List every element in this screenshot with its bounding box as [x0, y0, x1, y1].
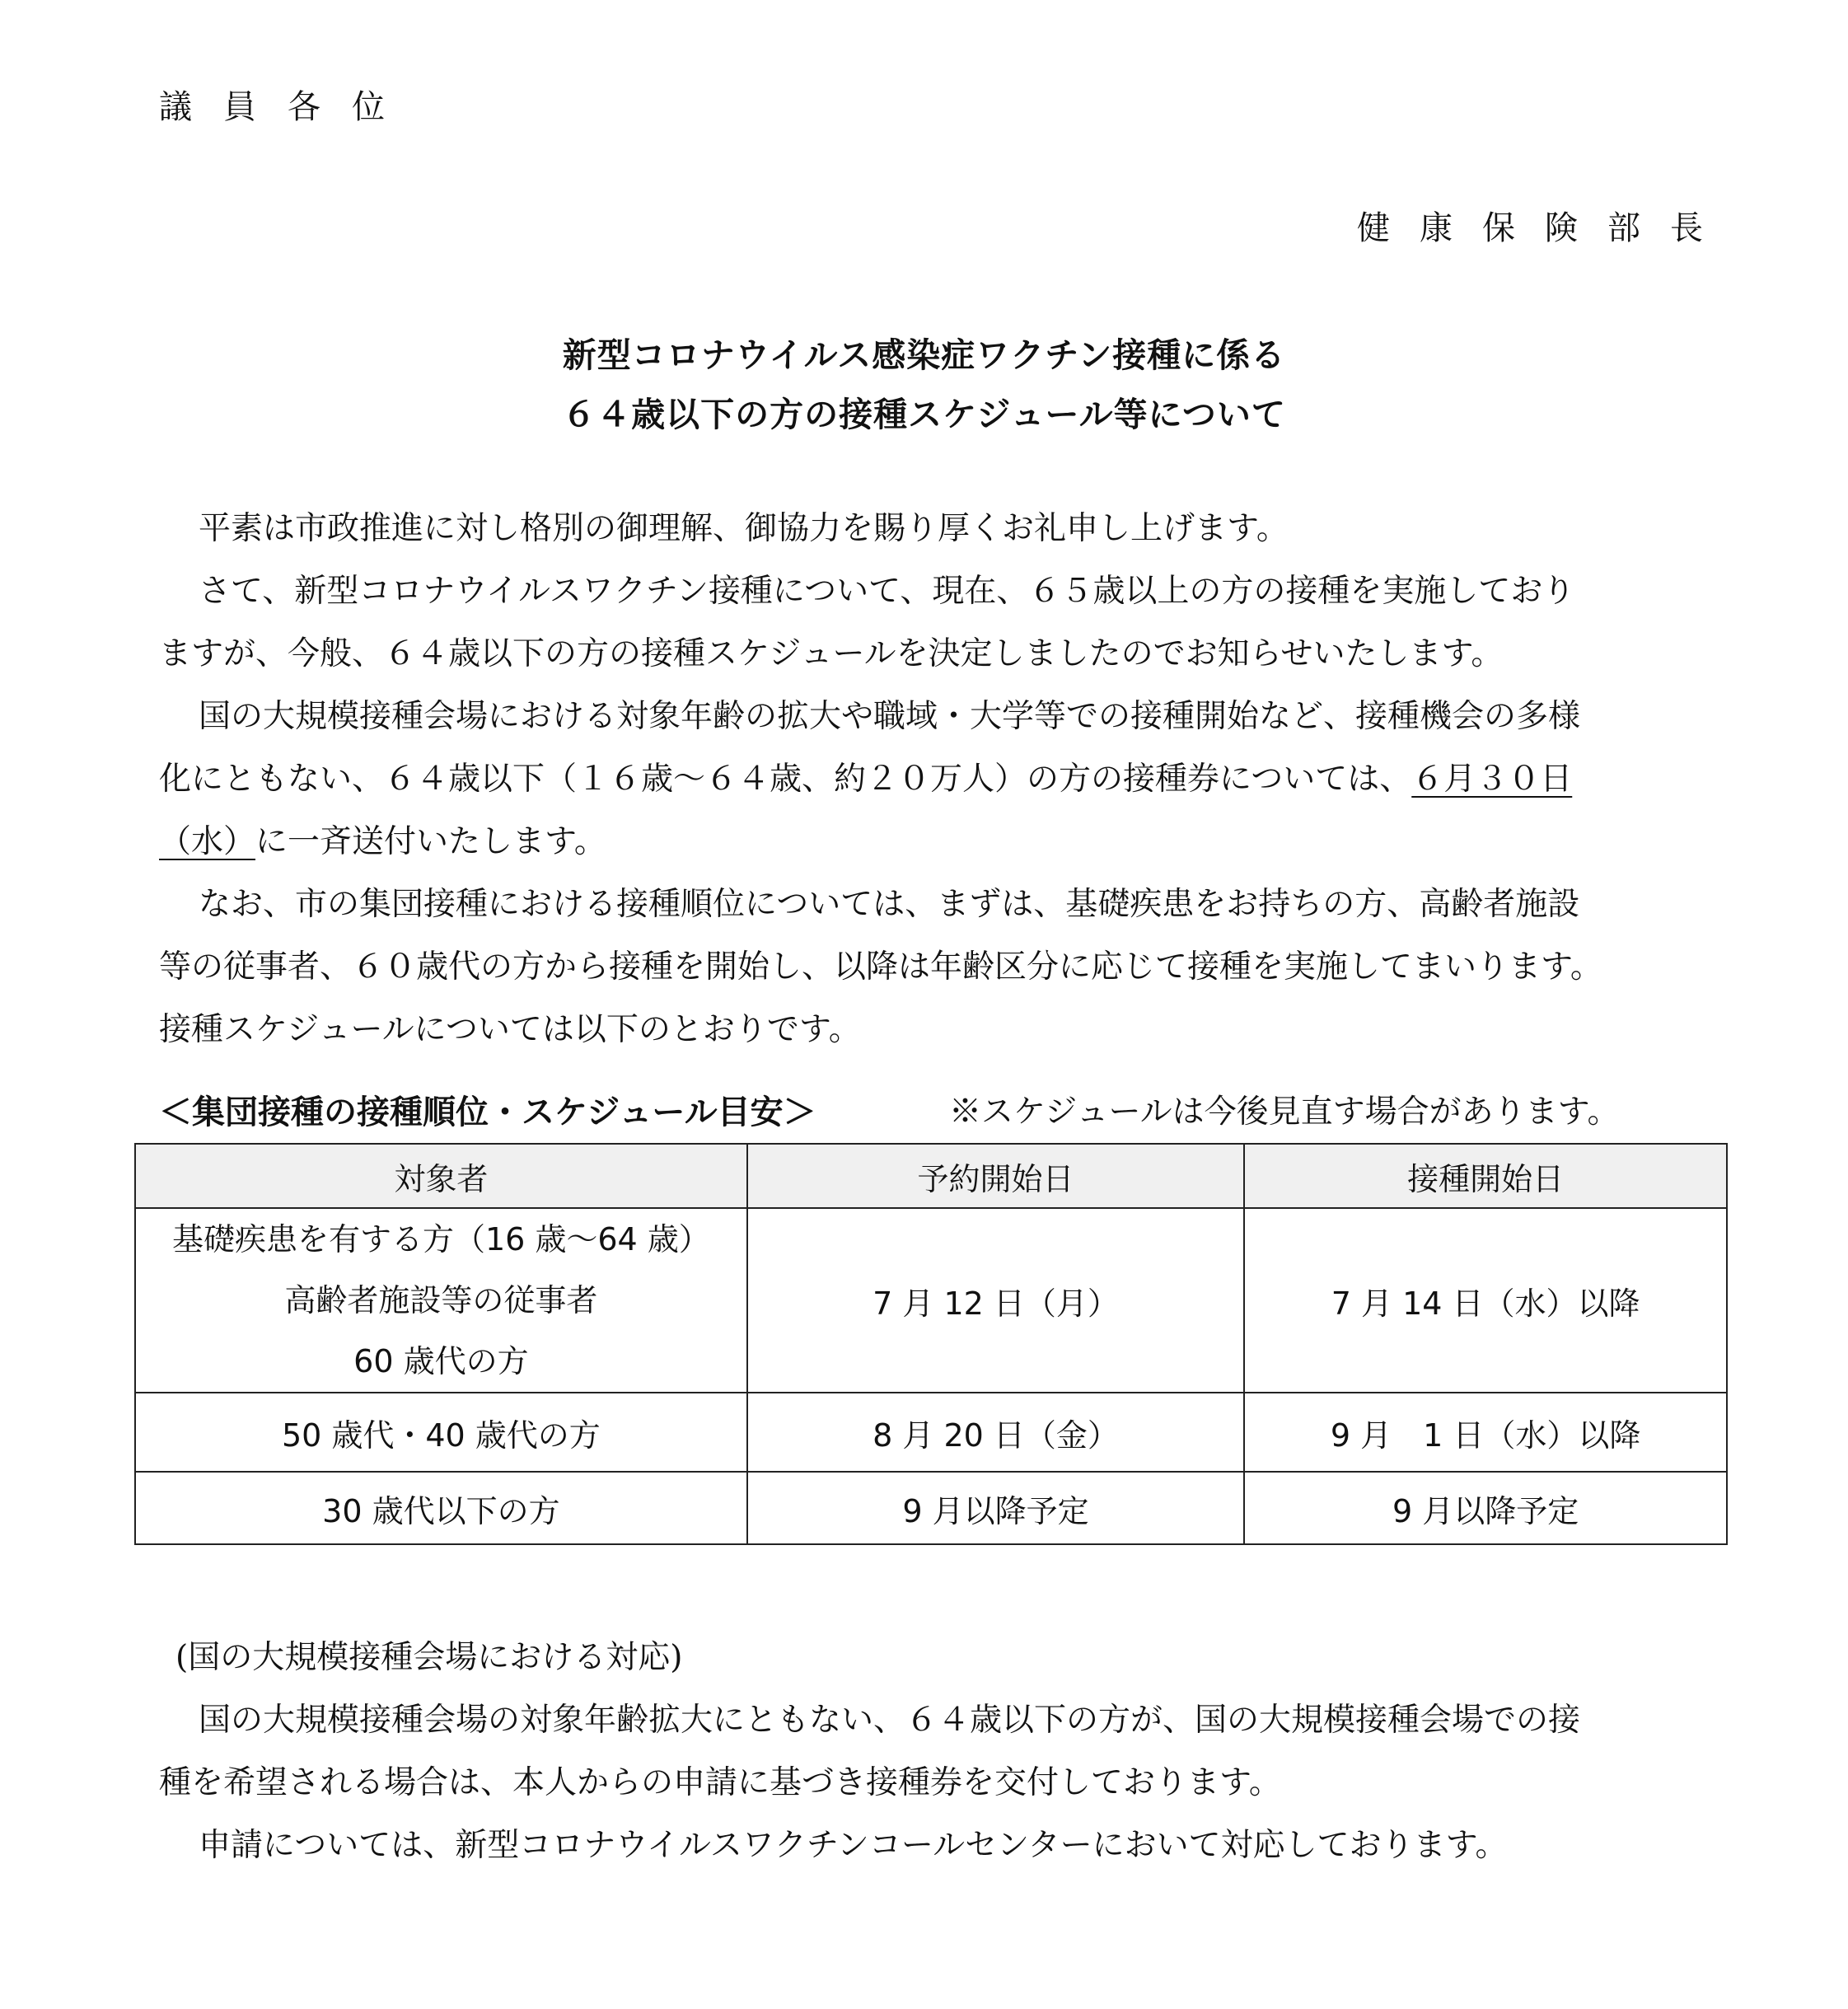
body-text-segment: 化にともない、６４歳以下（１６歳～６４歳、約２０万人）の方の接種券については、	[159, 761, 1412, 798]
target-cell	[135, 1208, 747, 1393]
schedule-note: ※スケジュールは今後見直す場合があります。	[949, 1093, 1620, 1131]
column-header-reservation-start: 予約開始日	[747, 1144, 1245, 1208]
body-line: 種を希望される場合は、本人からの申請に基づき接種券を交付しております。	[159, 1764, 1281, 1801]
national-venue-section	[159, 1627, 1733, 1877]
body-line: 申請については、新型コロナウイルスワクチンコールセンターにおいて対応しております。	[199, 1827, 1508, 1864]
body-line: 国の大規模接種会場の対象年齢拡大にともない、６４歳以下の方が、国の大規模接種会場での接	[199, 1702, 1581, 1739]
body-line: なお、市の集団接種における接種順位については、まずは、基礎疾患をお持ちの方、高齢者施設	[199, 886, 1580, 923]
vaccination-start-cell: 9 月以降予定	[1244, 1472, 1727, 1544]
table-header-row	[135, 1144, 1727, 1208]
vaccination-start-cell: 7 月 14 日（水）以降	[1244, 1208, 1727, 1393]
addressee: 議員各位	[159, 88, 416, 126]
body-line: ますが、今般、６４歳以下の方の接種スケジュールを決定しましたのでお知らせいたします。	[159, 635, 1504, 672]
column-header-vaccination-start: 接種開始日	[1244, 1144, 1727, 1208]
sender: 健康保険部長	[1357, 209, 1733, 247]
document-title-line-1: 新型コロナウイルス感染症ワクチン接種に係る	[562, 335, 1286, 375]
body-line: 国の大規模接種会場における対象年齢の拡大や職域・大学等での接種開始など、接種機会の多様	[199, 698, 1581, 735]
reservation-start-cell: 7 月 12 日（月）	[747, 1208, 1245, 1393]
send-weekday-underlined: （水）	[159, 823, 256, 860]
body-text-segment: に一斉送付いたします。	[255, 823, 606, 860]
target-cell: 30 歳代以下の方	[135, 1472, 747, 1544]
send-date-underlined: ６月３０日	[1411, 761, 1573, 798]
table-row	[135, 1472, 1727, 1544]
body-line: さて、新型コロナウイルスワクチン接種について、現在、６５歳以上の方の接種を実施しており	[199, 573, 1575, 610]
vaccination-start-cell: 9 月 1 日（水）以降	[1244, 1393, 1727, 1472]
schedule-heading: ＜集団接種の接種順位・スケジュール目安＞	[159, 1093, 816, 1131]
body-line	[159, 748, 1733, 811]
target-line: 基礎疾患を有する方（16 歳～64 歳）	[171, 1221, 710, 1257]
body-line: 接種スケジュールについては以下のとおりです。	[159, 1011, 861, 1048]
target-line: 60 歳代の方	[353, 1343, 529, 1379]
table-row	[135, 1208, 1727, 1393]
reservation-start-cell: 8 月 20 日（金）	[747, 1393, 1245, 1472]
table-row	[135, 1393, 1727, 1472]
body-text	[159, 498, 1733, 1061]
target-cell: 50 歳代・40 歳代の方	[135, 1393, 747, 1472]
document-title-line-2: ６４歳以下の方の接種スケジュール等について	[562, 395, 1286, 434]
national-venue-heading: (国の大規模接種会場における対応)	[175, 1639, 683, 1676]
body-line	[159, 811, 1733, 873]
body-line: 平素は市政推進に対し格別の御理解、御協力を賜り厚くお礼申し上げます。	[199, 510, 1289, 547]
schedule-table	[134, 1143, 1728, 1545]
target-line: 高齢者施設等の従事者	[284, 1282, 598, 1318]
column-header-target: 対象者	[135, 1144, 747, 1208]
body-line: 等の従事者、６０歳代の方から接種を開始し、以降は年齢区分に応じて接種を実施してまいります。	[159, 948, 1602, 986]
reservation-start-cell: 9 月以降予定	[747, 1472, 1245, 1544]
